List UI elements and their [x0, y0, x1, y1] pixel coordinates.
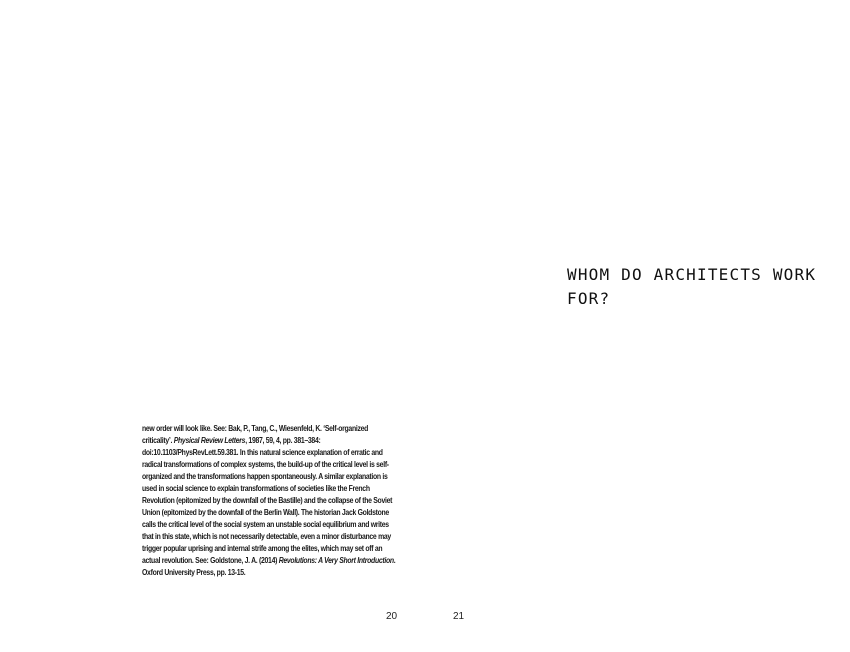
footnote-journal-title: Physical Review Letters: [173, 436, 246, 445]
page-number-left: 20: [386, 611, 398, 622]
footnote-part-2: , 1987, 59, 4, pp. 381–384: doi:10.1103/PhysRevLett.59.381. In this natural science explanation of erratic and radical transformations of complex systems, the build-up of the critical level is self-organized and the transformations happen spontaneously. A similar explanation is used in social science to explain transformations of societies like the French Revolution (epitomized by the downfall of the Bastille) and the collapse of the Soviet Union (epitomized by the downfall of the Berlin Wall). The historian Jack Goldstone calls the critical level of the social system an unstable social equilibrium and writes that in this state, which is not necessarily detectable, even a minor disturbance may trigger popular uprising and internal strife among the elites, which may set off an actual revolution. See: Goldstone, J. A. (2014): [142, 436, 393, 565]
chapter-title: WHOM DO ARCHITECTS WORK FOR?: [567, 265, 817, 308]
footnote-part-3: . Oxford University Press, pp. 13-15.: [142, 556, 396, 577]
footnote-book-title: Revolutions: A Very Short Introduction: [278, 556, 394, 565]
footnote-text: [142, 423, 398, 579]
footnote-part-1: new order will look like. See: Bak, P., Tang, C., Wiesenfeld, K. ‘Self-organized criticality’.: [142, 424, 369, 445]
right-page: [425, 0, 850, 652]
page-number-right: 21: [453, 611, 465, 622]
